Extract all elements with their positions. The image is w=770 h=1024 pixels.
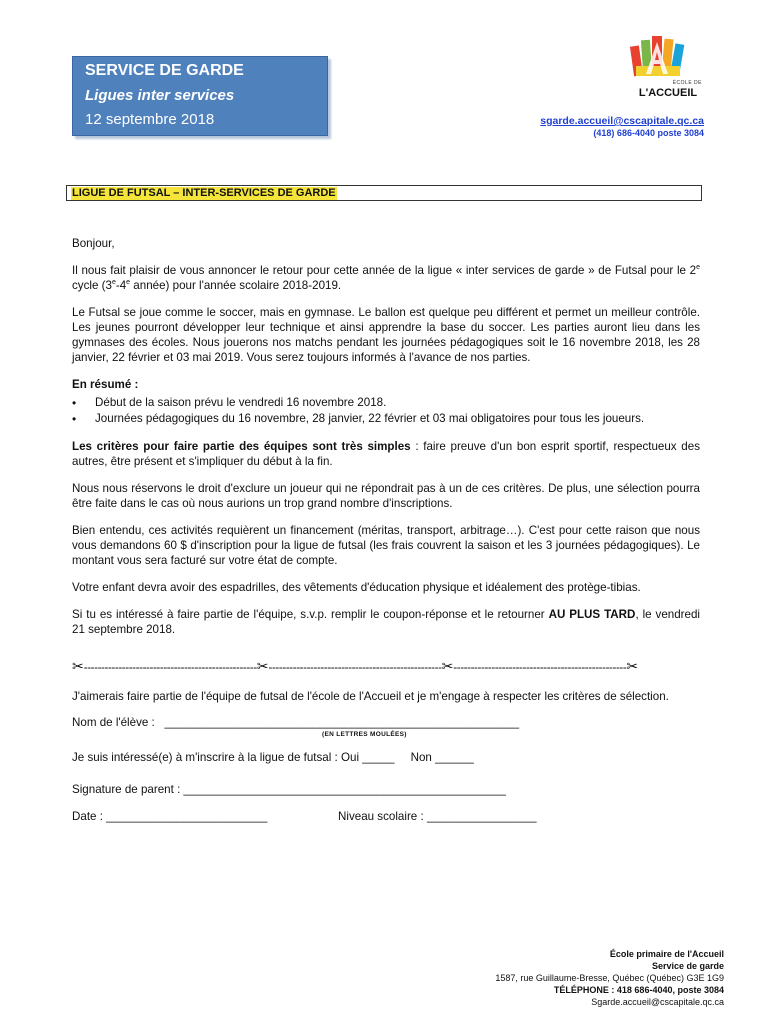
bullet-text: Début de la saison prévu le vendredi 16 novembre 2018. — [95, 396, 387, 409]
footer-street: 1587, rue Guillaume-Bresse, Québec (Québec) G3E 1G9 — [495, 973, 724, 983]
intro-text-a: Il nous fait plaisir de vous annoncer le retour pour cette année de la ligue « inter services de garde » de Futsal pour le 2 — [72, 264, 697, 277]
intro-sup-3: e — [126, 279, 131, 287]
paragraph-fees: Bien entendu, ces activités requièrent un financement (méritas, transport, arbitrage…). C'est pour cette raison que nous vous demandons 60 $ d'inscription pour la ligue de futsal (les frais couvrent la saison et les 3 journées pédagogiques). Le montant vous sera facturé sur votre état de compte. — [72, 524, 700, 567]
header-title: SERVICE DE GARDE — [85, 62, 244, 79]
footer-service: Service de garde — [651, 961, 724, 971]
greeting: Bonjour, — [72, 237, 115, 250]
logo-ecole-text: ÉCOLE DE — [672, 80, 702, 86]
paragraph-intro — [72, 263, 700, 293]
section-title-box — [66, 185, 702, 201]
cut-dashes: -------------------------------------------------- — [268, 661, 442, 674]
header-date: 12 septembre 2018 — [85, 111, 215, 128]
footer-address — [495, 948, 724, 1008]
date-niveau-row — [72, 809, 700, 824]
list-item — [72, 395, 700, 411]
student-name-label: Nom de l'élève : — [72, 716, 155, 729]
date-field[interactable]: _________________________ — [106, 810, 268, 823]
bullet-text: Journées pédagogiques du 16 novembre, 28 janvier, 22 février et 03 mai obligatoires pour tous les joueurs. — [95, 412, 645, 425]
intro-text-d: année) pour l'année scolaire 2018-2019. — [130, 279, 342, 292]
summary-list — [72, 395, 700, 427]
footer-phone: TÉLÉPHONE : 418 686-4040, poste 3084 — [553, 985, 724, 995]
non-field[interactable]: Non ______ — [410, 751, 474, 764]
contact-block — [540, 115, 704, 139]
cut-dashes: -------------------------------------------------- — [453, 661, 627, 674]
paragraph-equipment: Votre enfant devra avoir des espadrilles, des vêtements d'éducation physique et idéalement des protège-tibias. — [72, 581, 641, 594]
bullet-icon: • — [72, 412, 77, 426]
intro-text-b: cycle (3 — [72, 279, 112, 292]
student-name-row — [72, 715, 700, 730]
summary-title: En résumé : — [72, 378, 139, 391]
logo-caption — [622, 80, 714, 100]
intro-text-c: -4 — [115, 279, 127, 292]
intro-sup-2: e — [111, 279, 116, 287]
interest-row — [72, 750, 700, 765]
scissors-icon: ✂ — [72, 659, 84, 674]
scissors-icon: ✂ — [256, 659, 269, 674]
paragraph-criteria — [72, 439, 700, 469]
footer-school: École primaire de l'Accueil — [609, 949, 724, 959]
deadline-text-a: Si tu es intéressé à faire partie de l'équipe, s.v.p. remplir le coupon-réponse et le retourner — [72, 608, 549, 621]
contact-phone: (418) 686-4040 poste 3084 — [593, 128, 704, 138]
form-intro: J'aimerais faire partie de l'équipe de futsal de l'école de l'Accueil et je m'engage à respecter les critères de sélection. — [72, 690, 669, 703]
deadline-bold: AU PLUS TARD — [548, 608, 636, 621]
deadline-text-b: , le vendredi 21 septembre 2018. — [72, 608, 700, 636]
paragraph-deadline — [72, 607, 700, 637]
scissors-icon: ✂ — [626, 659, 639, 674]
criteria-bold-text: Les critères pour faire partie des équipes sont très simples — [72, 440, 411, 453]
header-banner — [72, 56, 328, 136]
criteria-text: : faire preuve d'un bon esprit sportif, respectueux des autres, être présent et s'impliquer du début à la fin. — [72, 440, 700, 468]
contact-email-link[interactable]: sgarde.accueil@cscapitale.qc.ca — [540, 115, 704, 127]
letter-body — [72, 236, 700, 824]
cut-dashes: -------------------------------------------------- — [83, 661, 257, 674]
list-item — [72, 411, 700, 427]
paragraph-exclusion: Nous nous réservons le droit d'exclure un joueur qui ne répondrait pas à un de ces critères. De plus, une sélection pourra être faite dans le cas où nous aurions un trop grand nombre d'inscriptions. — [72, 482, 700, 510]
niveau-group — [338, 809, 537, 824]
signature-label: Signature de parent : — [72, 783, 181, 796]
signature-field[interactable]: __________________________________________________ — [183, 783, 506, 796]
header-subtitle: Ligues inter services — [85, 87, 235, 104]
name-hint: (EN LETTRES MOULÉES) — [322, 731, 407, 738]
interest-label[interactable]: Je suis intéressé(e) à m'inscrire à la ligue de futsal : Oui _____ — [72, 751, 395, 764]
niveau-label: Niveau scolaire : — [338, 810, 424, 823]
logo-school-name: L'ACCUEIL — [638, 87, 698, 99]
student-name-field[interactable]: _______________________________________________________ — [164, 716, 520, 729]
date-label: Date : — [72, 810, 103, 823]
scissors-icon: ✂ — [441, 659, 454, 674]
cut-line — [72, 659, 700, 675]
intro-sup-1: e — [696, 264, 700, 272]
section-title: LIGUE DE FUTSAL – INTER-SERVICES DE GARDE — [72, 187, 336, 199]
niveau-field[interactable]: _________________ — [426, 810, 537, 823]
footer-email[interactable]: Sgarde.accueil@cscapitale.qc.ca — [591, 997, 724, 1007]
signature-row — [72, 782, 700, 797]
paragraph-futsal-description: Le Futsal se joue comme le soccer, mais en gymnase. Le ballon est quelque peu différent et permet un meilleur contrôle. Les jeunes pourront développer leur technique et ainsi apprendre la base du soccer. Les parties auront lieu dans les gymnases des écoles. Nous jouerons nos matchs pendant les journées pédagogiques soit le 16 novembre 2018, les 28 janvier, 22 février et 03 mai 2019. Vous serez toujours informés à l'avance de nos parties. — [72, 306, 700, 364]
bullet-icon: • — [72, 396, 77, 410]
